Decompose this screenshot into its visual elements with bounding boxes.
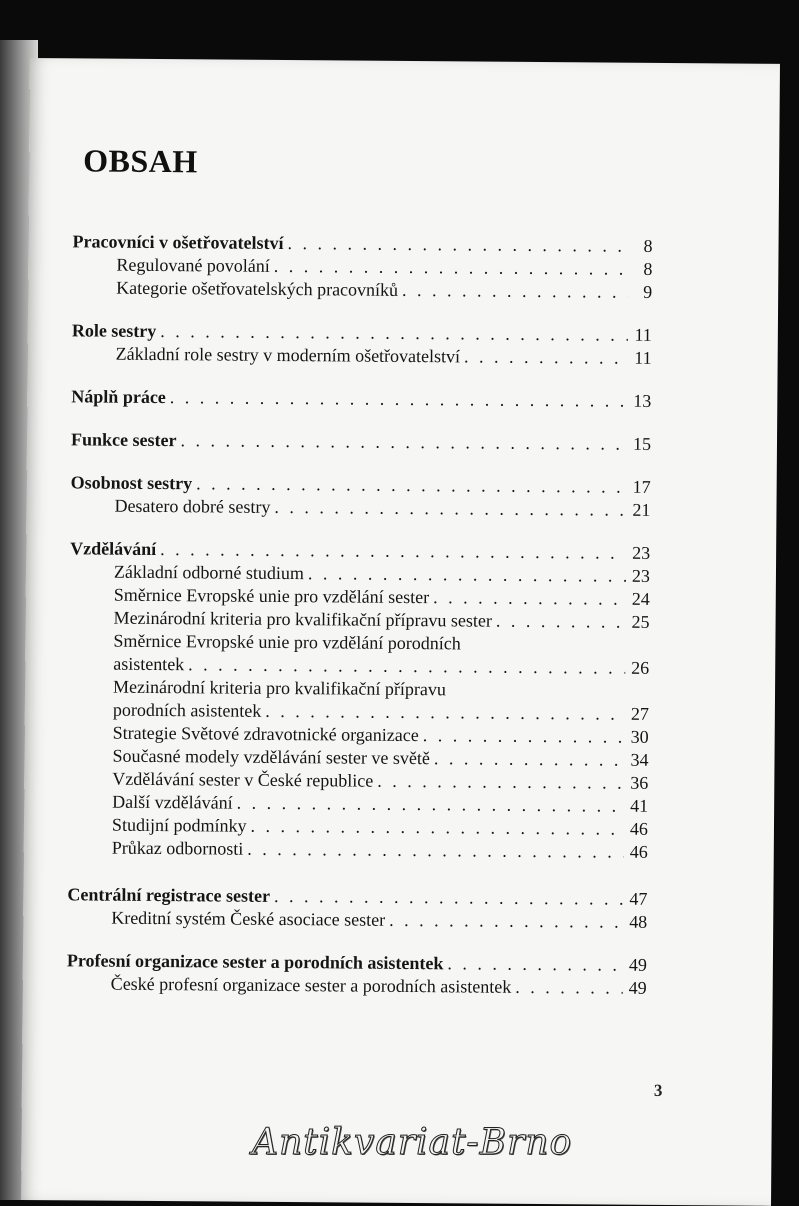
toc-entry-sub-line1[interactable]: Směrnice Evropské unie pro vzdělání porodních bbox=[113, 630, 461, 654]
toc-entry-sub[interactable]: Další vzdělávání . . . 41 bbox=[68, 790, 648, 818]
toc-entry-sub[interactable]: Směrnice Evropské unie pro vzdělání sester . . . 24 bbox=[70, 583, 650, 611]
dot-leader bbox=[274, 255, 629, 281]
dot-leader bbox=[287, 232, 628, 258]
book-page bbox=[21, 58, 780, 1206]
toc-entry-sub[interactable]: Základní role sestry v moderním ošetřovatelství . . . 11 bbox=[72, 342, 652, 370]
dot-leader bbox=[447, 952, 623, 976]
dot-leader bbox=[402, 279, 628, 304]
dot-leader bbox=[377, 770, 624, 795]
dot-leader bbox=[247, 838, 624, 864]
toc-entry-major[interactable]: Pracovníci v ošetřovatelství . . . 8 bbox=[72, 230, 652, 258]
dot-leader bbox=[423, 724, 625, 749]
dot-leader bbox=[464, 345, 628, 369]
toc-entry-sub[interactable]: Vzdělávání sester v České republice . . . 36 bbox=[68, 767, 648, 795]
table-of-contents bbox=[67, 230, 653, 1000]
toc-entry-major[interactable]: Funkce sester . . . 15 bbox=[71, 428, 651, 456]
dot-leader bbox=[515, 976, 623, 1000]
dot-leader bbox=[274, 496, 626, 522]
toc-entry-major[interactable]: Role sestry . . . 11 bbox=[72, 319, 652, 347]
toc-entry-sub[interactable]: Průkaz odbornosti . . . 46 bbox=[68, 836, 648, 864]
dot-leader bbox=[250, 815, 624, 841]
toc-entry-sub[interactable]: Kategorie ošetřovatelských pracovníků . . . 9 bbox=[72, 276, 652, 304]
dot-leader bbox=[274, 885, 624, 911]
toc-entry-major[interactable]: Vzdělávání . . . 23 bbox=[70, 537, 650, 565]
toc-entry-sub[interactable]: Regulované povolání . . . 8 bbox=[72, 253, 652, 281]
dot-leader bbox=[180, 429, 627, 456]
toc-entry-sub[interactable]: Strategie Světové zdravotnické organizace . . . 30 bbox=[69, 721, 649, 749]
page-title: OBSAH bbox=[83, 142, 198, 180]
toc-entry-sub[interactable]: porodních asistentek . . . 27 bbox=[69, 698, 649, 726]
toc-entry-sub[interactable]: Mezinárodní kriteria pro kvalifikační přípravu sester . . . 25 bbox=[70, 606, 650, 634]
dot-leader bbox=[434, 747, 625, 771]
dot-leader bbox=[496, 610, 626, 634]
toc-entry-sub-line1[interactable]: Mezinárodní kriteria pro kvalifikační přípravu bbox=[112, 676, 447, 700]
dot-leader bbox=[433, 586, 626, 611]
page-number: 3 bbox=[653, 1080, 663, 1100]
dot-leader bbox=[237, 792, 625, 818]
dot-leader bbox=[389, 909, 623, 934]
toc-entry-major[interactable]: Profesní organizace sester a porodních asistentek . . . 49 bbox=[67, 949, 647, 977]
dot-leader bbox=[196, 472, 627, 498]
toc-entry-major[interactable]: Osobnost sestry . . . 17 bbox=[71, 471, 651, 499]
dot-leader bbox=[188, 653, 625, 679]
toc-entry-sub[interactable]: Základní odborné studium . . . 23 bbox=[70, 560, 650, 588]
dot-leader bbox=[170, 386, 628, 413]
toc-entry-sub[interactable]: asistentek . . . 26 bbox=[69, 652, 649, 680]
toc-entry-sub[interactable]: České profesní organizace sester a porodních asistentek . . . 49 bbox=[67, 972, 647, 1000]
dot-leader bbox=[265, 700, 625, 726]
watermark-logo: Antikvariat-Brno bbox=[252, 1122, 573, 1163]
toc-entry-major[interactable]: Náplň práce . . . 13 bbox=[71, 385, 651, 413]
dot-leader bbox=[308, 562, 626, 587]
toc-entry-sub[interactable]: Současné modely vzdělávání sester ve světě . . . 34 bbox=[68, 744, 648, 772]
toc-entry-major[interactable]: Centrální registrace sester . . . 47 bbox=[67, 883, 647, 911]
toc-entry-sub[interactable]: Desatero dobré sestry . . . 21 bbox=[70, 494, 650, 522]
toc-entry-sub[interactable]: Kreditní systém České asociace sester . . . 48 bbox=[67, 906, 647, 934]
toc-entry-sub[interactable]: Studijní podmínky . . . 46 bbox=[68, 813, 648, 841]
